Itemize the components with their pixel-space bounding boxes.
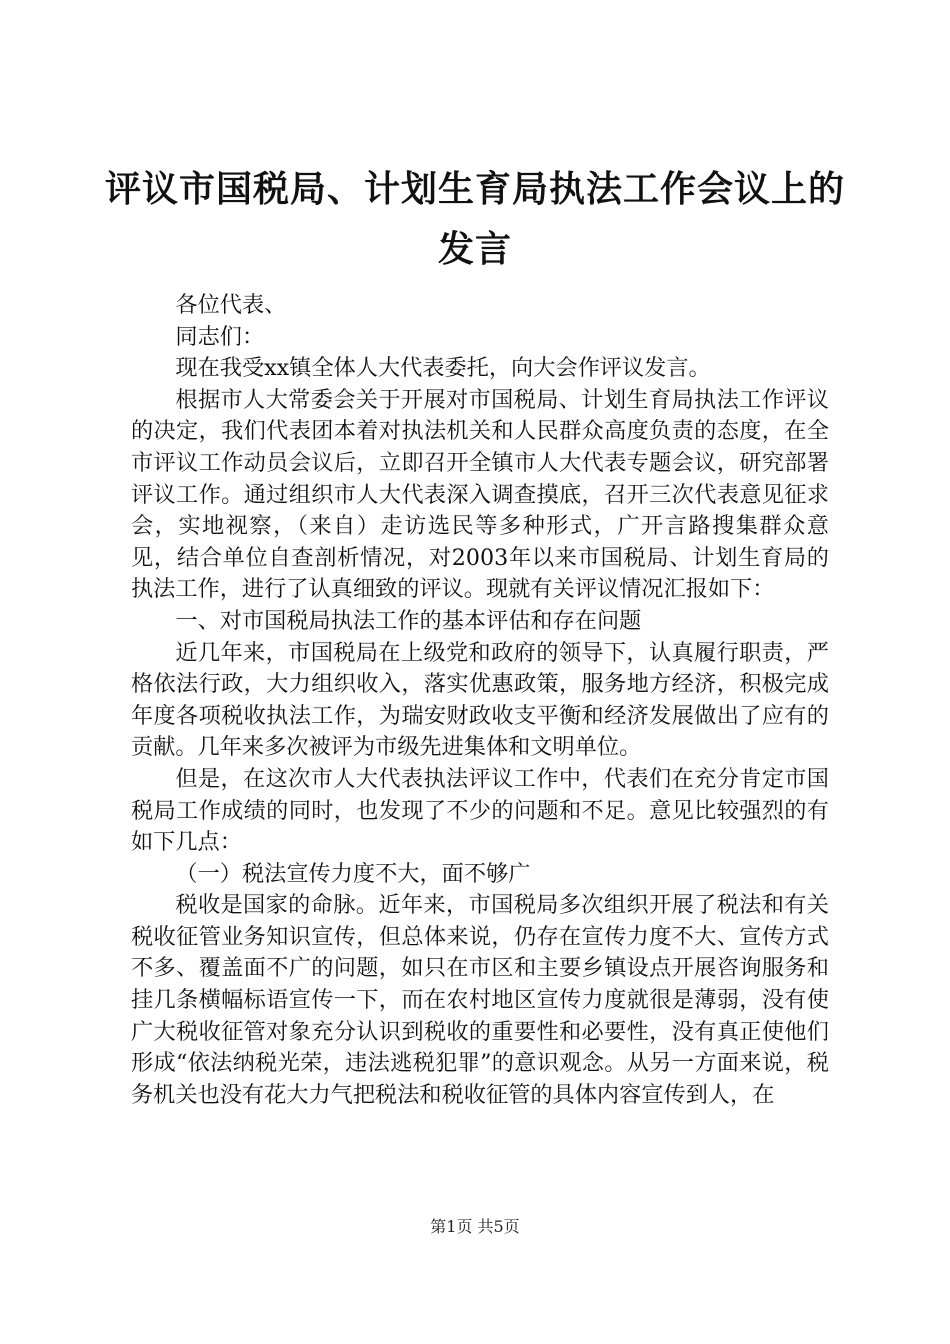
paragraph-achievements: 近几年来，市国税局在上级党和政府的领导下，认真履行职责，严格依法行政，大力组织收入，落实优惠政策，服务地方经济，积极完成年度各项税收执法工作，为瑞安财政收支平衡和经济发展做出了应有的贡献。几年来多次被评为市级先进集体和文明单位。	[131, 639, 829, 761]
section-heading-1: 一、对市国税局执法工作的基本评估和存在问题	[175, 607, 642, 634]
subsection-heading-1: （一）税法宣传力度不大，面不够广	[175, 860, 531, 887]
paragraph-salutation-1: 各位代表、	[175, 292, 287, 318]
paragraph-problems-intro: 但是，在这次市人大代表执法评议工作中，代表们在充分肯定市国税局工作成绩的同时，也发现了不少的问题和不足。意见比较强烈的有如下几点：	[131, 765, 829, 856]
paragraph-intro: 现在我受xx镇全体人大代表委托，向大会作评议发言。	[175, 355, 711, 382]
page-number-footer: 第1页 共5页	[430, 1217, 520, 1236]
document-body	[131, 290, 829, 1111]
paragraph-tax-publicity: 税收是国家的命脉。近年来，市国税局多次组织开展了税法和有关税收征管业务知识宣传，但总体来说，仍存在宣传力度不大、宣传方式不多、覆盖面不广的问题，如只在市区和主要乡镇设点开展咨询服务和挂几条横幅标语宣传一下，而在农村地区宣传力度就很是薄弱，没有使广大税收征管对象充分认识到税收的重要性和必要性，没有真正使他们形成“依法纳税光荣，违法逃税犯罪”的意识观念。从另一方面来说，税务机关也没有花大力气把税法和税收征管的具体内容宣传到人，在	[131, 892, 829, 1108]
document-title: 评议市国税局、计划生育局执法工作会议上的发言	[104, 169, 845, 270]
paragraph-background: 根据市人大常委会关于开展对市国税局、计划生育局执法工作评议的决定，我们代表团本着对执法机关和人民群众高度负责的态度，在全市评议工作动员会议后，立即召开全镇市人大代表专题会议，研究部署评议工作。通过组织市人大代表深入调查摸底，召开三次代表意见征求会，实地视察，（来自）走访选民等多种形式，广开言路搜集群众意见，结合单位自查剖析情况，对2003年以来市国税局、计划生育局的执法工作，进行了认真细致的评议。现就有关评议情况汇报如下：	[131, 386, 829, 603]
paragraph-salutation-2: 同志们：	[175, 323, 265, 350]
